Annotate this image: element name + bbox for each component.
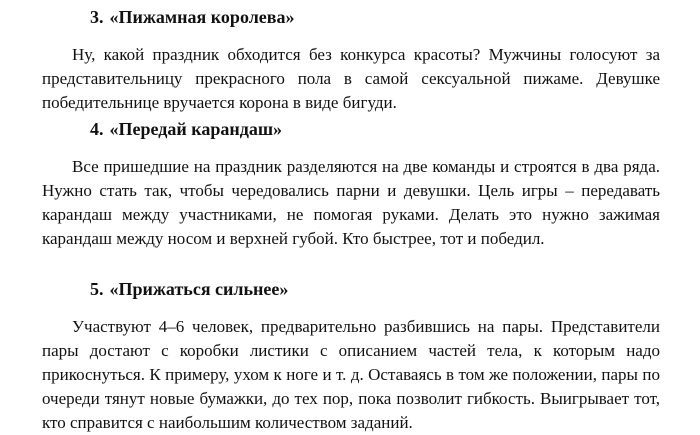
section-number: 5.	[90, 279, 104, 299]
section-heading	[0, 117, 700, 141]
section-heading	[0, 277, 700, 301]
section-title: «Передай карандаш»	[109, 119, 283, 139]
section-paragraph: Все пришедшие на праздник разделяются на две команды и строятся в два ряда. Нужно стать так, чтобы чередовались парни и девушки. Цель игры – передавать карандаш между участниками, не помогая руками. Делать это нужно зажимая карандаш между носом и верхней губой. Кто быстрее, тот и победил.	[42, 157, 660, 248]
section-title: «Пижамная королева»	[109, 7, 295, 27]
section-paragraph: Ну, какой праздник обходится без конкурса красоты? Мужчины голосуют за представительницу прекрасного пола в самой сексуальной пижаме. Девушке победительнице вручается корона в виде бигуди.	[42, 45, 660, 112]
section-pajama-queen	[0, 5, 700, 115]
section-press-closer	[0, 277, 700, 435]
section-number: 3.	[90, 7, 104, 27]
section-pass-pencil	[0, 117, 700, 251]
section-title: «Прижаться сильнее»	[109, 279, 289, 299]
section-paragraph: Участвуют 4–6 человек, предварительно разбившись на пары. Представители пары достают с коробки листики с описанием частей тела, к которым надо прикоснуться. К примеру, ухом к ноге и т. д. Оставаясь в том же положении, пары по очереди тянут новые бумажки, до тех пор, пока позволит гибкость. Выигрывает тот, кто справится с наибольшим количеством заданий.	[42, 317, 660, 432]
section-heading	[0, 5, 700, 29]
section-number: 4.	[90, 119, 104, 139]
